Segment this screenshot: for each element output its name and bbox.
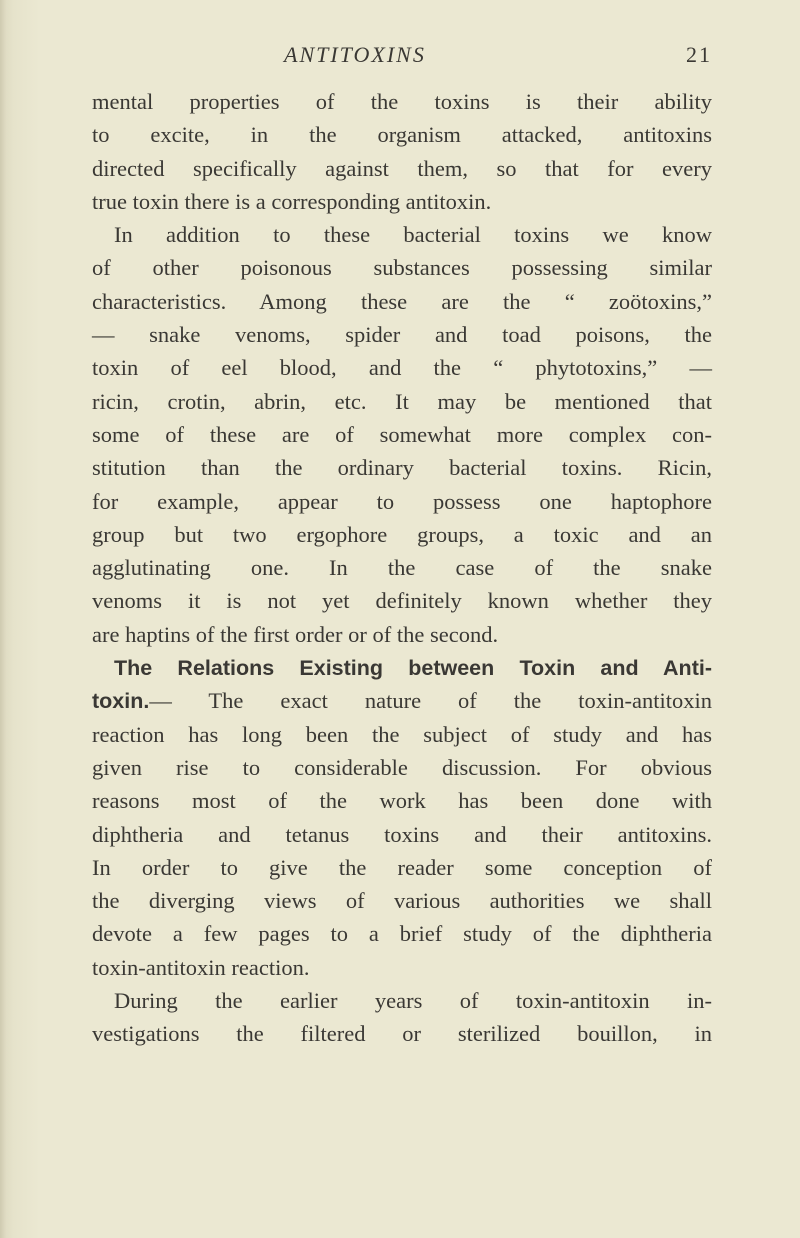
text-line: to excite, in the organism attacked, antitoxins — [92, 122, 712, 148]
text-line: vestigations the filtered or sterilized bouillon, in — [92, 1021, 712, 1047]
text-line: devote a few pages to a brief study of the diphtheria — [92, 921, 712, 947]
text-line: for example, appear to possess one haptophore — [92, 488, 712, 514]
running-head: ANTITOXINS — [284, 42, 426, 67]
text-line: directed specifically against them, so that for every — [92, 155, 712, 181]
text-line: reasons most of the work has been done with — [92, 788, 712, 814]
text-line: mental properties of the toxins is their ability — [92, 89, 712, 114]
text-line: — snake venoms, spider and toad poisons, the — [92, 322, 712, 348]
page-header — [92, 42, 712, 82]
text-line: characteristics. Among these are the “ zoötoxins,” — [92, 288, 712, 314]
text-line — [92, 684, 712, 717]
text-line: In addition to these bacterial toxins we know — [114, 222, 712, 248]
text-line: During the earlier years of toxin-antitoxin in- — [114, 988, 712, 1014]
text-line: agglutinating one. In the case of the snake — [92, 555, 712, 581]
page-binding-edge — [0, 0, 6, 1238]
text-line: given rise to considerable discussion. For obvious — [92, 754, 712, 780]
text-line: venoms it is not yet definitely known whether they — [92, 588, 712, 614]
text-line: true toxin there is a corresponding antitoxin. — [92, 188, 492, 214]
page-number: 21 — [686, 42, 712, 67]
text-line: diphtheria and tetanus toxins and their antitoxins. — [92, 821, 712, 847]
section-heading-continued: toxin. — [92, 689, 150, 714]
text-line: In order to give the reader some conception of — [92, 854, 712, 880]
text-line: are haptins of the first order or of the second. — [92, 621, 499, 647]
text-line: the diverging views of various authorities we shall — [92, 888, 712, 914]
text-line: of other poisonous substances possessing similar — [92, 255, 712, 281]
text-line: reaction has long been the subject of study and has — [92, 721, 712, 747]
heading-run-in-text: — The exact nature of the toxin-antitoxin — [149, 688, 712, 714]
body-text — [92, 85, 712, 1051]
section-heading-line — [92, 651, 712, 684]
section-heading: The Relations Existing between Toxin and Anti- — [114, 656, 712, 681]
text-line: some of these are of somewhat more complex con- — [92, 421, 712, 447]
text-line: group but two ergophore groups, a toxic and an — [92, 521, 712, 547]
text-line: toxin of eel blood, and the “ phytotoxins,” — — [92, 355, 712, 381]
text-line: toxin-antitoxin reaction. — [92, 954, 310, 980]
text-line: ricin, crotin, abrin, etc. It may be mentioned that — [92, 388, 712, 414]
text-line: stitution than the ordinary bacterial toxins. Ricin, — [92, 455, 712, 481]
